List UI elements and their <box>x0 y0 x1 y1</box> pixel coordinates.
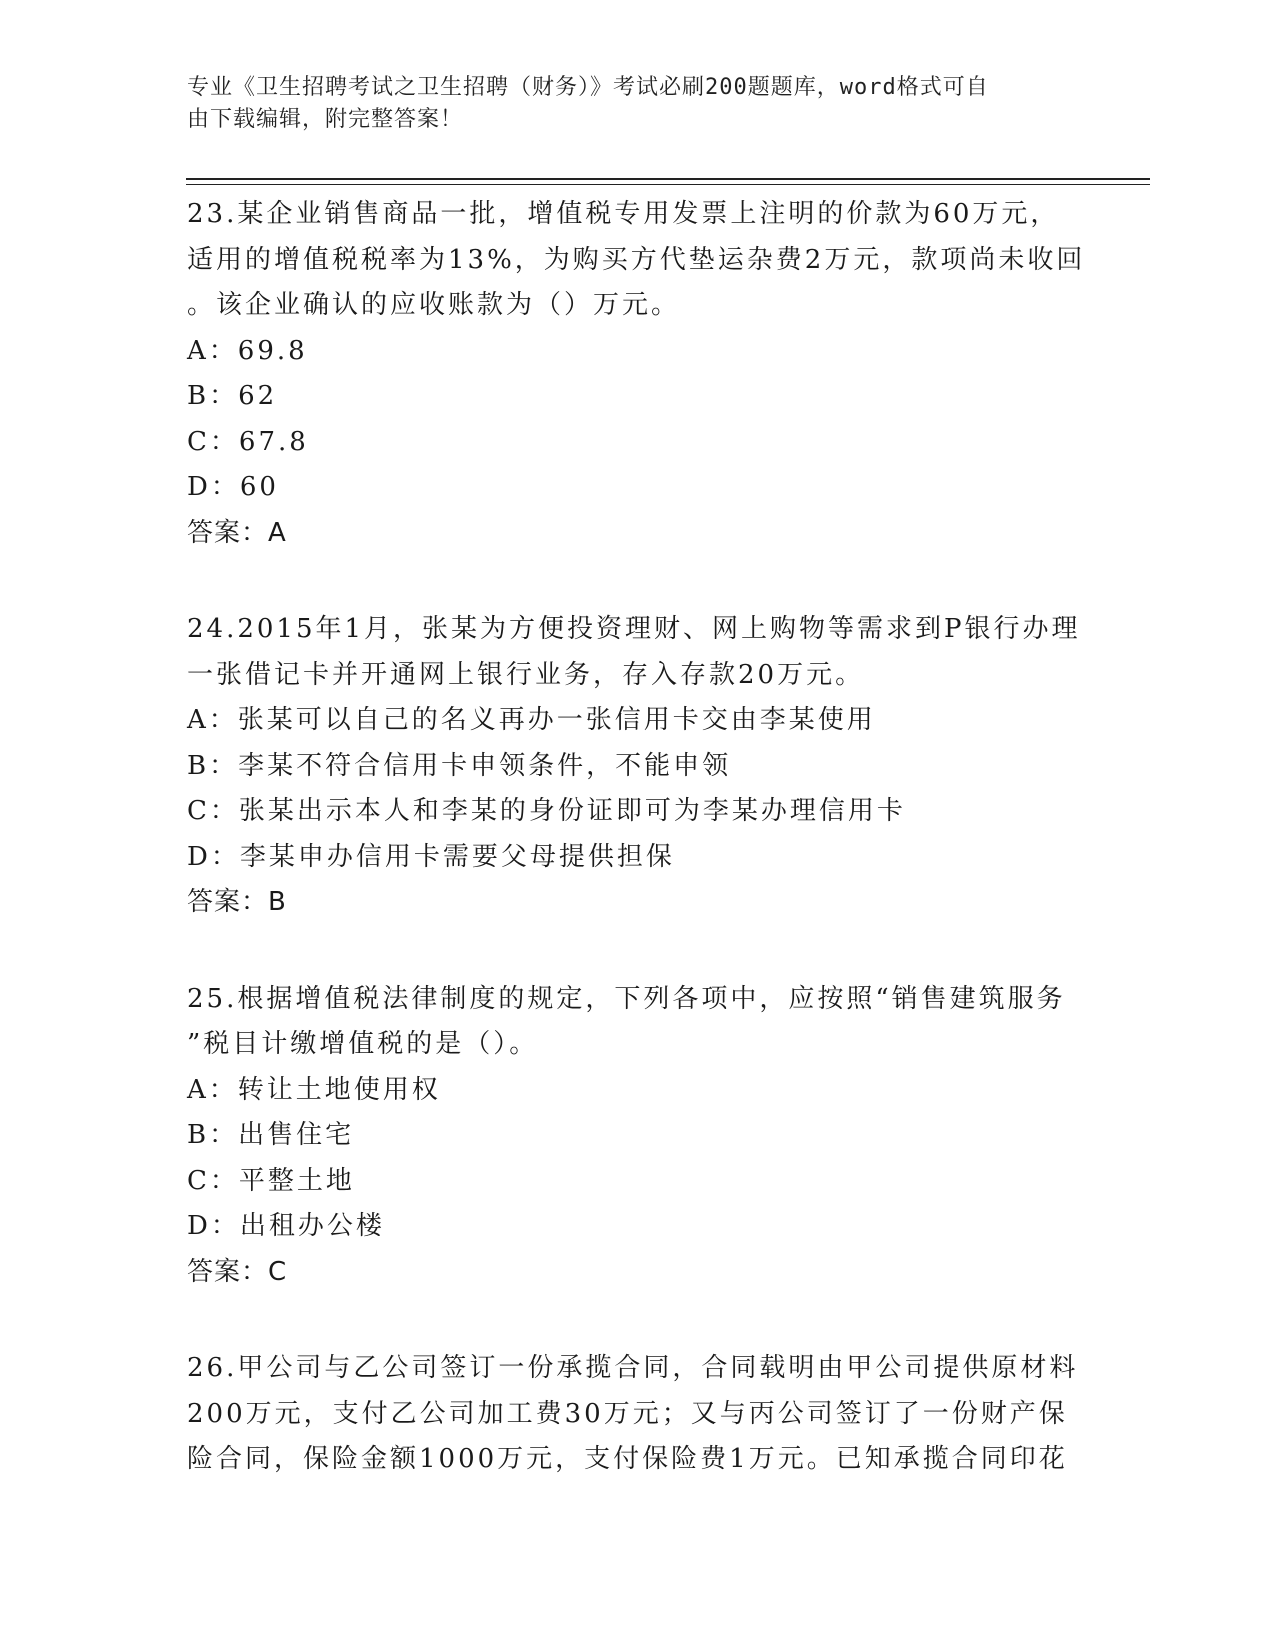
question-stem-line: ”税目计缴增值税的是（）。 <box>187 1029 539 1059</box>
option-key: D： <box>187 1211 240 1241</box>
option-key: B： <box>187 1120 239 1150</box>
answer-option <box>187 835 1087 881</box>
option-text: 62 <box>238 381 278 411</box>
answer-option <box>187 374 1087 420</box>
answer-line: 答案：A <box>187 517 287 548</box>
option-text: 出售住宅 <box>238 1120 355 1150</box>
question-stem-line: 24.2015年1月，张某为方便投资理财、网上购物等需求到P银行办理 <box>187 614 1081 644</box>
option-key: A： <box>187 705 238 735</box>
option-text: 李某不符合信用卡申领条件，不能申领 <box>238 750 732 781</box>
option-text: 出租办公楼 <box>239 1211 385 1241</box>
question-list <box>187 192 1087 1534</box>
answer-option <box>187 329 1087 375</box>
question-stem-line: 一张借记卡并开通网上银行业务，存入存款20万元。 <box>187 659 865 690</box>
answer-option <box>187 1159 1087 1205</box>
answer-option <box>187 698 1087 744</box>
option-key: A： <box>187 1074 238 1105</box>
question-stem-line: 适用的增值税税率为13%，为购买方代垫运杂费2万元，款项尚未收回 <box>187 244 1086 275</box>
question-stem-line: 200万元，支付乙公司加工费30万元；又与丙公司签订了一份财产保 <box>187 1398 1068 1429</box>
question-stem-line: 26.甲公司与乙公司签订一份承揽合同，合同载明由甲公司提供原材料 <box>187 1353 1079 1383</box>
header-divider <box>186 178 1150 180</box>
option-key: C： <box>187 426 239 457</box>
answer-line: 答案：B <box>187 887 287 917</box>
option-key: A： <box>187 335 238 366</box>
option-key: D： <box>187 472 240 502</box>
question-block <box>187 192 1087 556</box>
option-key: C： <box>187 796 239 826</box>
option-text: 平整土地 <box>238 1165 355 1196</box>
option-text: 李某申办信用卡需要父母提供担保 <box>239 841 675 872</box>
question-stem-line: 险合同，保险金额1000万元，支付保险费1万元。已知承揽合同印花 <box>187 1444 1068 1474</box>
question-stem-line: 。该企业确认的应收账款为（）万元。 <box>187 290 681 320</box>
question-stem-line: 23.某企业销售商品一批，增值税专用发票上注明的价款为60万元， <box>187 199 1060 229</box>
option-text: 67.8 <box>238 426 309 457</box>
option-key: B： <box>187 750 239 781</box>
document-header <box>187 72 1067 136</box>
answer-option <box>187 1204 1087 1250</box>
header-line: 专业《卫生招聘考试之卫生招聘（财务）》考试必刷200题题库，word格式可自 <box>187 75 989 100</box>
option-key: D： <box>187 841 240 872</box>
option-text: 张某出示本人和李某的身份证即可为李某办理信用卡 <box>238 796 906 826</box>
answer-option <box>187 744 1087 790</box>
option-text: 张某可以自己的名义再办一张信用卡交由李某使用 <box>237 705 876 735</box>
answer-option <box>187 420 1087 466</box>
answer-line: 答案：C <box>187 1256 288 1287</box>
header-divider-thin <box>186 184 1150 185</box>
option-text: 60 <box>239 472 279 502</box>
option-key: B： <box>187 381 239 411</box>
answer-option <box>187 465 1087 511</box>
answer-option <box>187 1068 1087 1114</box>
answer-option <box>187 789 1087 835</box>
question-block <box>187 1346 1087 1483</box>
option-text: 69.8 <box>237 335 308 366</box>
option-text: 转让土地使用权 <box>237 1074 441 1105</box>
header-line: 由下载编辑，附完整答案！ <box>187 107 464 132</box>
question-block <box>187 977 1087 1296</box>
question-stem-line: 25.根据增值税法律制度的规定，下列各项中，应按照“销售建筑服务 <box>187 983 1066 1014</box>
option-key: C： <box>187 1165 239 1196</box>
question-block <box>187 607 1087 926</box>
answer-option <box>187 1113 1087 1159</box>
